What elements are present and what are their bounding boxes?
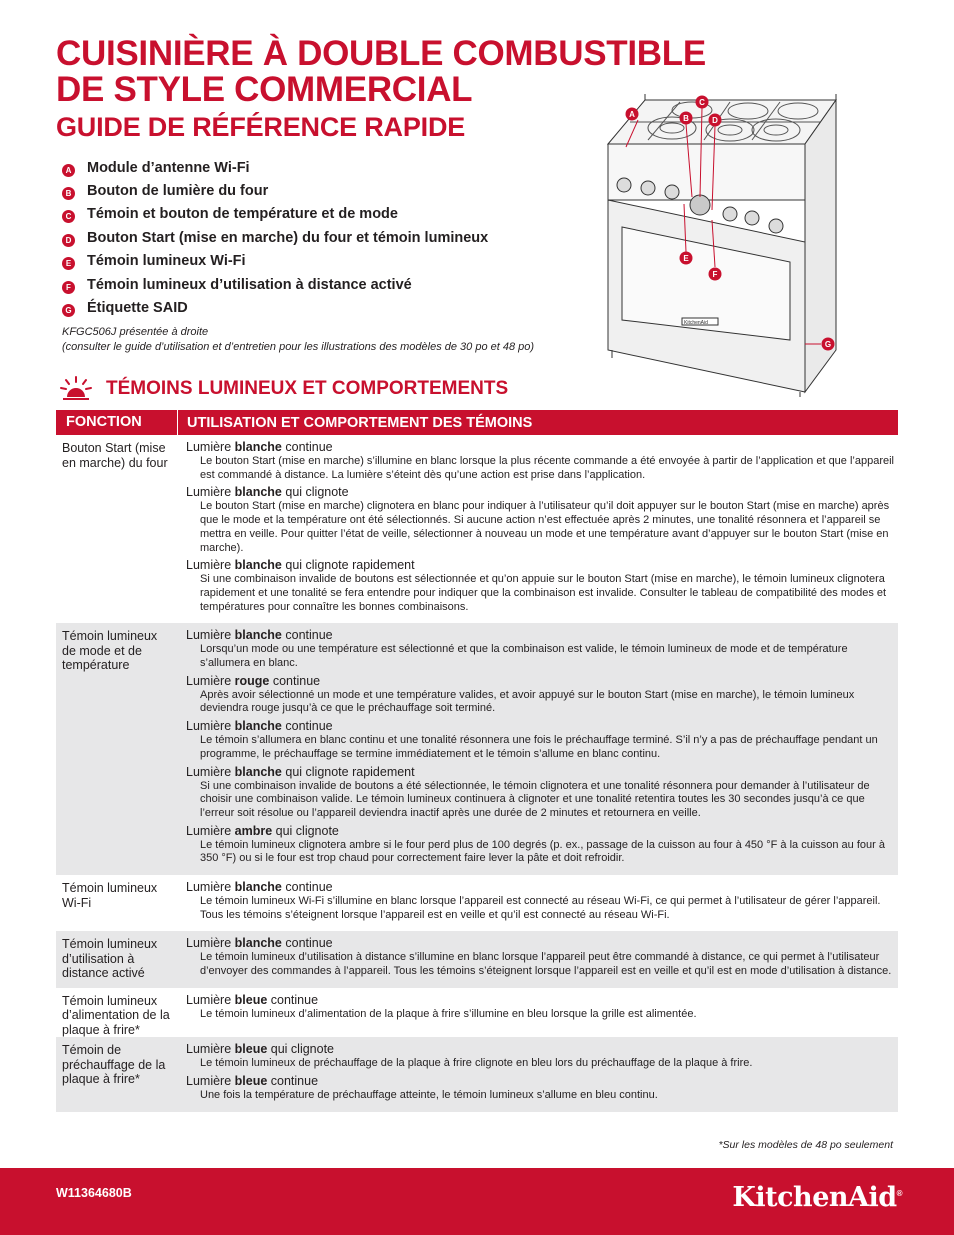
behavior-description: Le témoin lumineux d’utilisation à distance s’illumine en blanc lorsque l’appareil peut être commandé à distance, ce qui permet à l’utilisateur d’envoyer des commandes à l’appareil. Tous les témoins s’éteignent lorsque l’appareil est en veille et qu’il est en mode d’utilisation à distance. [200, 951, 892, 978]
behavior-heading [186, 824, 898, 839]
table-header [56, 410, 898, 435]
legend-item [62, 250, 488, 273]
behavior-heading [186, 765, 898, 780]
light-color: blanche [234, 440, 282, 454]
behavior-mode: continue [269, 673, 321, 688]
brand-registered-mark: ® [896, 1189, 902, 1198]
legend-item [62, 203, 488, 226]
diagram-callout [696, 96, 709, 109]
behavior-mode: continue [281, 936, 333, 951]
model-note-line-1: KFGC506J présentée à droite [62, 326, 209, 338]
behavior-cell [178, 1037, 898, 1111]
behavior-description: Le bouton Start (mise en marche) clignotera en blanc pour indiquer à l’utilisateur qu’il doit appuyer sur le bouton Start (mise en marche) après que le mode et la température ont été sélectionnés. Si aucune action n’est effectuée après 2 minutes, une tonalité résonnera et l’appareil se mettra en veille. Pour quitter l’état de veille, sélectionner à nouveau un mode et une température avant d’appuyer sur le bouton Start (mise en marche). [200, 500, 890, 554]
behavior-prefix: Lumière [186, 823, 235, 838]
behavior-cell [178, 988, 898, 1038]
light-color: rouge [234, 673, 270, 688]
behavior-heading [186, 1074, 898, 1089]
light-color: blanche [234, 936, 282, 951]
legend-label: Témoin lumineux Wi-Fi [87, 253, 246, 270]
legend-letter-badge: F [62, 281, 75, 294]
behavior-mode: qui clignote [281, 485, 349, 500]
knob [617, 178, 631, 192]
callout-letter: D [712, 116, 718, 125]
knob [723, 207, 737, 221]
behavior-description: Une fois la température de préchauffage atteinte, le témoin lumineux s’allume en bleu continu. [200, 1089, 658, 1102]
legend-label: Témoin lumineux d’utilisation à distance activé [87, 276, 412, 293]
behavior-entry [186, 674, 898, 716]
legend-letter-badge: A [62, 164, 75, 177]
behavior-entry [186, 824, 898, 866]
behavior-mode: continue [281, 719, 333, 734]
light-behaviors-table [56, 410, 898, 1112]
legend-letter-badge: G [62, 304, 75, 317]
behavior-mode: qui clignote [267, 1042, 335, 1057]
behavior-description: Si une combinaison invalide de boutons a été sélectionnée, le témoin clignotera et une tonalité résonnera pour demander à l’utilisateur de choisir une combinaison valide. Le témoin lumineux continuera à clignoter et une tonalité retentira toutes les 30 secondes jusqu’à ce que l’erreur soit résolue ou l’appareil deviendra inactif après une durée de 2 minutes et retournera en veille. [200, 779, 870, 819]
legend-letter-badge: C [62, 210, 75, 223]
function-cell: Bouton Start (mise en marche) du four [62, 441, 168, 470]
table-row [56, 623, 898, 875]
title-line-2: DE STYLE COMMERCIAL [56, 70, 473, 109]
table-row [56, 988, 898, 1038]
behavior-heading [186, 1042, 898, 1057]
table-row [56, 1037, 898, 1111]
behavior-heading [186, 674, 898, 689]
footer-bar [0, 1168, 954, 1235]
behavior-prefix: Lumière [186, 485, 235, 500]
behavior-prefix: Lumière [186, 880, 235, 895]
behavior-prefix: Lumière [186, 440, 235, 454]
function-cell: Témoin lumineux Wi-Fi [62, 881, 158, 910]
behavior-mode: continue [267, 1074, 319, 1089]
light-color: blanche [234, 880, 282, 895]
behavior-description: Le témoin s’allumera en blanc continu et une tonalité résonnera une fois le préchauffage terminé. S’il n’y a pas de préchauffage pendant un programme, le préchauffage se termine immédiatement et le témoin s’allume en blanc continu. [200, 734, 878, 760]
legend-label: Bouton Start (mise en marche) du four et témoin lumineux [87, 229, 489, 246]
behavior-prefix: Lumière [186, 558, 235, 573]
behavior-prefix: Lumière [186, 673, 235, 688]
behavior-heading [186, 558, 898, 573]
legend-letter-badge: E [62, 257, 75, 270]
behavior-heading [186, 993, 898, 1008]
behavior-heading [186, 719, 898, 734]
light-burst-icon [58, 374, 94, 404]
behavior-prefix: Lumière [186, 992, 235, 1007]
function-cell: Témoin lumineux d’alimentation de la plaque à frire* [62, 993, 170, 1037]
light-color: bleue [234, 992, 268, 1007]
callout-letter: C [699, 98, 705, 107]
behavior-description: Lorsqu’un mode ou une température est sélectionné et que la combinaison est valide, le témoin lumineux de mode et de température s’allumera en blanc. [200, 643, 848, 670]
behavior-entry [186, 1042, 898, 1071]
function-cell: Témoin de préchauffage de la plaque à frire* [62, 1043, 166, 1087]
section-title: TÉMOINS LUMINEUX ET COMPORTEMENTS [106, 378, 509, 399]
behavior-entry [186, 765, 898, 821]
behavior-cell [178, 931, 898, 987]
oven-badge-text: KitchenAid [684, 320, 708, 326]
diagram-callout [680, 252, 693, 265]
knob [745, 211, 759, 225]
function-cell: Témoin lumineux d’utilisation à distance activé [62, 937, 158, 981]
legend-item [62, 179, 488, 202]
behavior-description: Le témoin lumineux clignotera ambre si le four perd plus de 100 degrés (p. ex., passage de la cuisson au four à 450 °F à la cuisson au four à 350 °F) ou si le four est trop chaud pour correctement faire lever la pâte et doit refroidir. [200, 838, 885, 865]
parts-legend [62, 156, 488, 320]
callout-letter: A [629, 110, 635, 119]
behavior-entry [186, 1074, 898, 1103]
section-header [58, 374, 508, 404]
behavior-description: Le témoin lumineux Wi-Fi s’illumine en blanc lorsque l’appareil est connecté au réseau Wi-Fi, ce qui permet à l’utilisateur de gérer l’appareil. Tous les témoins s’éteignent lorsque l’appareil est en veille et qu’il est connecté au réseau Wi-Fi. [200, 895, 881, 921]
behavior-entry [186, 993, 898, 1022]
model-note [62, 325, 534, 355]
behavior-mode: continue [281, 440, 333, 454]
model-note-line-2: (consulter le guide d’utilisation et d’entretien pour les illustrations des modèles de 30 po et 48 po) [62, 341, 535, 353]
behavior-mode: qui clignote [272, 823, 339, 838]
page-subtitle: GUIDE DE RÉFÉRENCE RAPIDE [56, 112, 466, 142]
behavior-entry [186, 485, 898, 555]
behavior-prefix: Lumière [186, 1042, 235, 1057]
behavior-cell [178, 623, 898, 875]
behavior-description: Le témoin lumineux d’alimentation de la plaque à frire s’illumine en bleu lorsque la grille est alimentée. [200, 1007, 697, 1020]
function-cell: Témoin lumineux de mode et de température [62, 629, 158, 673]
table-body [56, 435, 898, 1112]
behavior-description: Si une combinaison invalide de boutons est sélectionnée et qu’on appuie sur le bouton Start (mise en marche), le témoin lumineux clignotera rapidement et une tonalité se fera entendre pour indiquer que la combinaison est invalide. Consulter le tableau de compatibilité des modes et températures pour connaître les bonnes combinaisons. [200, 573, 887, 613]
light-color: blanche [234, 719, 282, 734]
callout-letter: B [683, 114, 689, 123]
table-row [56, 875, 898, 931]
light-color: bleue [234, 1074, 268, 1089]
behavior-prefix: Lumière [186, 628, 235, 643]
behavior-prefix: Lumière [186, 936, 235, 951]
diagram-callout [709, 268, 722, 281]
knob [769, 219, 783, 233]
light-color: bleue [234, 1042, 268, 1057]
behavior-prefix: Lumière [186, 764, 235, 779]
behavior-entry [186, 936, 898, 978]
light-color: blanche [234, 485, 282, 500]
behavior-cell [178, 875, 898, 931]
column-header-behavior: UTILISATION ET COMPORTEMENT DES TÉMOINS [187, 414, 533, 431]
behavior-mode: continue [281, 628, 333, 643]
callout-letter: E [683, 254, 689, 263]
behavior-mode: continue [281, 880, 333, 895]
control-panel [608, 144, 805, 200]
diagram-callout [680, 112, 693, 125]
legend-item [62, 296, 488, 319]
light-color: blanche [234, 558, 282, 573]
range-illustration [600, 92, 845, 402]
behavior-heading [186, 440, 898, 455]
diagram-callout [822, 338, 835, 351]
legend-label: Bouton de lumière du four [87, 183, 269, 200]
behavior-mode: qui clignote rapidement [281, 558, 415, 573]
behavior-heading [186, 936, 898, 951]
behavior-description: Le bouton Start (mise en marche) s’illumine en blanc lorsque la plus récente commande a été envoyée à partir de l’application et que l’appareil est commandé à distance. La lumière s’éteint dès qu’une action est prise dans l’application. [200, 455, 895, 481]
behavior-description: Après avoir sélectionné un mode et une température valides, et avoir appuyé sur le bouton Start (mise en marche), le témoin lumineux deviendra rouge jusqu’à ce que le préchauffage soit terminé. [200, 688, 855, 715]
diagram-callout [709, 114, 722, 127]
behavior-mode: continue [267, 992, 319, 1007]
brand-logo [732, 1182, 902, 1213]
diagram-callout [626, 108, 639, 121]
knob [641, 181, 655, 195]
footnote: *Sur les modèles de 48 po seulement [718, 1139, 893, 1151]
legend-letter-badge: B [62, 187, 75, 200]
column-header-function: FONCTION [56, 410, 178, 435]
legend-item [62, 273, 488, 296]
behavior-prefix: Lumière [186, 719, 235, 734]
behavior-heading [186, 880, 898, 895]
light-color: blanche [234, 628, 282, 643]
behavior-entry [186, 558, 898, 614]
behavior-cell [178, 435, 898, 623]
behavior-entry [186, 440, 898, 482]
behavior-entry [186, 719, 898, 761]
legend-label: Témoin et bouton de température et de mode [87, 206, 398, 223]
legend-item [62, 226, 488, 249]
legend-item [62, 156, 488, 179]
light-color: blanche [234, 764, 282, 779]
legend-letter-badge: D [62, 234, 75, 247]
mode-temperature-knob [690, 195, 710, 215]
behavior-entry [186, 880, 898, 922]
table-row [56, 435, 898, 623]
behavior-heading [186, 485, 898, 500]
behavior-description: Le témoin lumineux de préchauffage de la plaque à frire clignote en bleu lors du préchauffage de la plaque à frire. [200, 1057, 753, 1070]
document-number: W11364680B [56, 1186, 132, 1200]
behavior-prefix: Lumière [186, 1074, 235, 1089]
title-line-1: CUISINIÈRE À DOUBLE COMBUSTIBLE [56, 34, 706, 73]
table-row [56, 931, 898, 987]
knob [665, 185, 679, 199]
behavior-heading [186, 628, 898, 643]
behavior-entry [186, 628, 898, 670]
behavior-mode: qui clignote rapidement [281, 764, 415, 779]
light-color: ambre [234, 823, 273, 838]
brand-name: KitchenAid [732, 1182, 897, 1213]
legend-label: Étiquette SAID [87, 300, 188, 317]
legend-label: Module d’antenne Wi-Fi [87, 159, 250, 176]
callout-letter: F [712, 270, 718, 279]
callout-letter: G [824, 340, 832, 349]
